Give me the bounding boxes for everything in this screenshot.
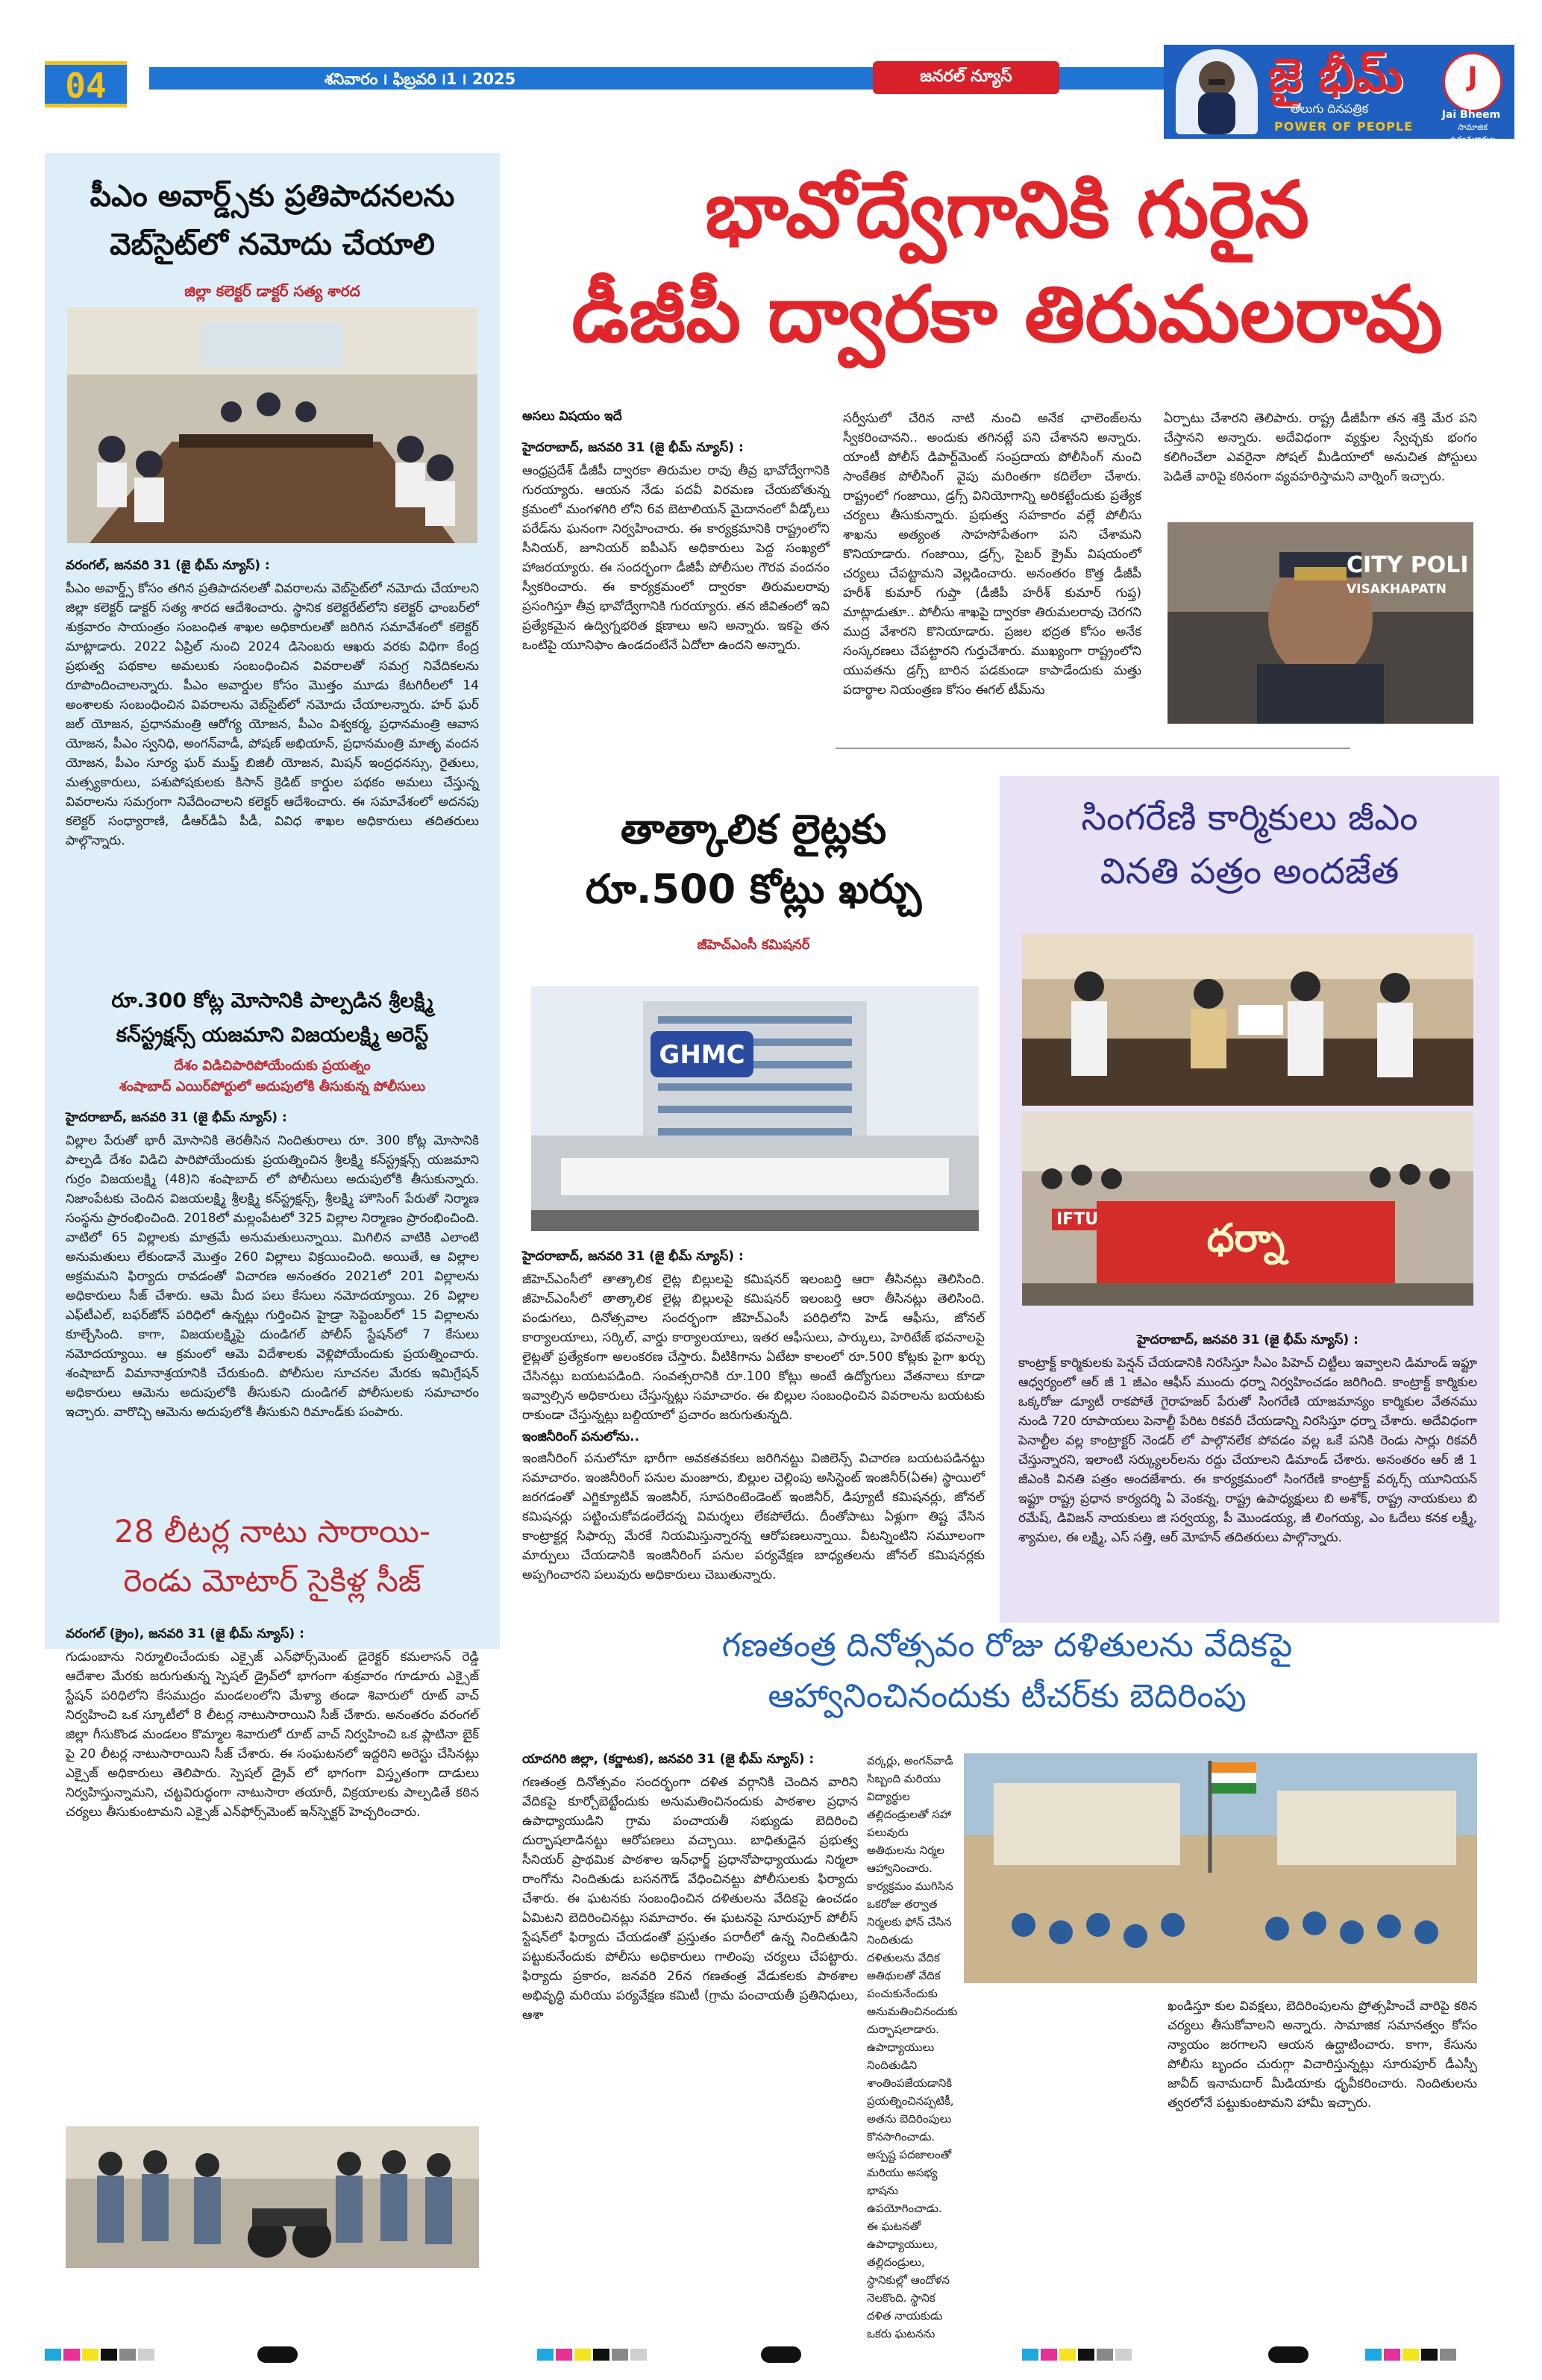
logo-text: Jai Bheem	[1441, 109, 1501, 121]
villa-fraud-body: విల్లాల పేరుతో భారీ మోసానికి తెరతీసిన నిందితురాలు రూ. 300 కోట్ల మోసానికి పాల్పడి దేశం విడిచి పారిపోయేందుకు ప్రయత్నించిన శ్రీలక్ష్మి కన్‌స్ట్రక్షన్స్ యజమాని గుర్రం విజయలక్ష్మి (48)ని శంషాబాద్ లో పోలీసులు అదుపులోకి తీసుకున్నారు. నిజాంపేటకు చెందిన విజయలక్ష్మి శ్రీలక్ష్మి కన్‌స్ట్రక్షన్స్, శ్రీలక్ష్మి హౌసింగ్ పేరుతో నిర్మాణ సంస్థను ప్రారంభించింది. 2018లో మల్లంపేటలో 325 విల్లాల నిర్మాణం ప్రారంభించింది. వాటిలో 65 విల్లాలకు మాత్రమే అనుమతులున్నాయి. మిగిలిన వాటికి ఎలాంటి అనుమతులు లేకుండానే మొత్తం 260 విల్లాలు విక్రయించింది. అయితే, ఆ విల్లాల అక్రమమని ఫిర్యాదు రావడంతో విచారణ అనంతరం 2021లో 201 విల్లాలను అధికారులు సీజ్ చేశారు. ఆమె మీద పలు కేసులు నమోదయ్యాయి. 26 విల్లాల ఎఫ్‌టీఎల్, బఫర్‌జోన్ పరిధిలో ఉన్నట్లు గుర్తించిన హైడ్రా సెప్టెంబర్‌లో 15 విల్లాలను కూల్చేసింది. కాగా, విజయలక్ష్మిపై దుండిగల్ పోలీస్ స్టేషన్‌లో 7 కేసులు నమోదయ్యాయి. ఆ క్రమంలో ఆమె విదేశాలకు వెళ్లిపోయేందుకు ప్రయత్నించారు. శంషాబాద్ విమానాశ్రయానికి చేరుకుంది. పోలీసుల సూచనల మేరకు ఇమిగ్రేషన్ అధికారులు ఆమెను అదుపులోకి తీసుకుని దుండిగల్ పోలీసులకు సమాచారం ఇచ్చారు. వారొచ్చి ఆమెను అదుపులోకి తీసుకుని రిమాండ్‌కు పంపారు.	[66, 1133, 479, 1420]
pm-awards-body: పీఎం అవార్డ్స్ కోసం తగిన ప్రతిపాదనలతో వివరాలను వెబ్‌సైట్‌లో నమోదు చేయాలని జిల్లా కలెక్టర్ డాక్టర్ సత్య శారద ఆదేశించారు. స్థానిక కలెక్టరేట్‌లోని కలెక్టర్ ఛాంబర్‌లో శుక్రవారం సాయంత్రం సంబంధిత శాఖల అధికారులతో జరిగిన సమావేశంలో కలెక్టర్ మాట్లాడారు. 2022 ఏప్రిల్ నుంచి 2024 డిసెంబరు ఆఖరు వరకు విధిగా కేంద్ర ప్రభుత్వ పథకాల అమలుకు సంబంధించిన వివరాలతో సమగ్ర నివేదికలను రూపొందించాలన్నారు. పీఎం అవార్డుల కోసం మొత్తం మూడు కేటగిరీలలో 14 అంశాలకు సంబంధించిన వివరాలను వెబ్‌సైట్‌లో నమోదు చేయాలన్నారు. హర్ ఘర్ జల్ యోజన, ప్రధానమంత్రి ఆరోగ్య యోజన, పీఎం విశ్వకర్మ, ప్రధానమంత్రి ఆవాస యోజన, పీఎం స్వనిధి, అంగన్‌వాడీ, పోషణ్ అభియాన్, ప్రధానమంత్రి మాతృ వందన యోజన, పీఎం సూర్య ఘర్ ముఫ్త్ బిజిలీ యోజన, మిషన్ ఇంద్రధనస్సు, రైతులు, మత్స్యకారులు, పశుపోషకులకు కిసాన్ క్రెడిట్ కార్డుల పథకం అమలు చేస్తున్న వివరాలను సమగ్రంగా నివేదించాలని కలెక్టర్ ఆదేశించారు. ఈ సమావేశంలో అదనపు కలెక్టర్ సంధ్యారాణి, డీఆర్‌డీఏ పీడీ, వివిధ శాఖల అధికారులు తదితరులు పాల్గొన్నారు.	[66, 581, 479, 848]
pm-awards-dateline: వరంగల్, జనవరి 31 (జై భీమ్ న్యూస్) :	[66, 558, 270, 573]
masthead	[1164, 45, 1514, 144]
teacher-body-1: గణతంత్ర దినోత్సవం సందర్భంగా దళిత వర్గానికి చెందిన వారిని వేదికపై కూర్చోబెట్టేందుకు అనుమతించినందుకు పాఠశాల ప్రధాన ఉపాధ్యాయుడిని గ్రామ పంచాయతీ సభ్యుడు బెదిరించి దుర్భాషలాడినట్టు ఆరోపణలు వచ్చాయి. బాధితుడైన ప్రభుత్వ సీనియర్ ప్రాథమిక పాఠశాల ఇన్‌ఛార్జ్ ప్రధానోపాధ్యాయుడు నిర్మలా రాంగోను నిందితుడు బసనగౌడ్ వేధించినట్టు పోలీసులకు ఫిర్యాదు చేశారు. ఈ ఘటనకు సంబంధించిన దళితులను వేదికపై ఉంచడం ఏమిటని బెదిరించినట్లు సమాచారం. ఈ ఘటనపై సూరుపూర్ పోలీస్ స్టేషన్‌లో ఫిర్యాదు చేయడంతో ప్రస్తుతం పరారీలో ఉన్న నిందితుడిని పట్టుకునేందుకు పోలీసు అధికారులు గాలింపు చర్యలు చేపట్టారు. ఫిర్యాదు ప్రకారం, జనవరి 26న గణతంత్ర వేడుకలకు పాఠశాల అభివృద్ధి మరియు పర్యవేక్షణ కమిటీ (గ్రామ పంచాయతీ ప్రతినిధులు, ఆశా	[522, 1775, 858, 2023]
teacher-col3	[1168, 1997, 1477, 2265]
ghmc-headline-1: తాత్కాలిక లైట్లకు	[620, 806, 887, 853]
ghmc-kicker: ఇంజినీరింగ్ పనులోను..	[522, 1429, 639, 1444]
dgp-photo-sign-1: CITY POLI	[1347, 552, 1469, 578]
memorandum-photo	[1022, 934, 1473, 1106]
main-story-body-3: ఏర్పాటు చేశారని తెలిపారు. రాష్ట్ర డీజీపీగా తన శక్తి మేర పని చేస్తానని అన్నారు. అదేవిధంగా వ్యక్తుల స్వేచ్ఛకు భంగం కలిగించేలా ఎవరైనా సోషల్ మీడియాలో అనుచిత పోస్టులు పెడితే వారిపై కఠినంగా వ్యవహరిస్తామని వార్నింగ్ ఇచ్చారు.	[1164, 411, 1477, 484]
ghmc-badge-text: GHMC	[659, 1040, 745, 1070]
arrack-body: గుడుంబాను నిర్మూలించేందుకు ఎక్సైజ్ ఎన్‌ఫోర్స్‌మెంట్ డైరెక్టర్ కమలాసన్ రెడ్డి ఆదేశాల మేరకు జరుగుతున్న స్పెషల్ డ్రైవ్‌లో భాగంగా శుక్రవారం గూడూరు ఎక్సైజ్ స్టేషన్ పరిధిలోని కేసముద్రం మండలంలోని మేళ్యా తండా శివారులో రూట్ వాచ్ నిర్వహించి ఒక స్కూటీలో 8 లీటర్ల నాటుసారాయిని సీజ్ చేశారు. అనంతరం వరంగల్ జిల్లా గీసుకొండ మండలం కొమ్మాల శివారులో రూట్ వాచ్ నిర్వహించి ఒక ప్లాటినా బైక్ పై 20 లీటర్ల నాటుసారాయిని సీజ్ చేశారు. ఈ సంఘటనలో ఇద్దరిని అరెస్టు చేసినట్లు ఎక్సైజ్ అధికారులు తెలిపారు. స్పెషల్ డ్రైవ్ లో భాగంగా విస్తృతంగా దాడులు నిర్వహిస్తున్నామని, చట్టవిరుద్ధంగా నాటుసారా తయారీ, విక్రయాలకు పాల్పడితే కఠిన చర్యలు తీసుకుంటామని ఎక్సైజ్ ఎన్‌ఫోర్స్‌మెంట్ ఇన్‌స్పెక్టర్ హెచ్చరించారు.	[66, 1650, 479, 1820]
arrack-headline-2: రెండు మోటార్ సైకిళ్ల సీజ్	[123, 1562, 421, 1599]
pm-awards-headline-1: పీఎం అవార్డ్స్‌కు ప్రతిపాదనలను	[90, 179, 455, 213]
registration-marks-4	[1365, 2349, 1507, 2361]
masthead-sub: తెలుగు దినపత్రిక	[1291, 101, 1369, 116]
registration-pill-2	[761, 2346, 801, 2363]
page-header	[45, 61, 1164, 106]
main-story-col3	[1164, 409, 1477, 521]
registration-pill-3	[1268, 2346, 1308, 2363]
masthead-tagline: POWER OF PEOPLE	[1274, 119, 1414, 134]
pm-awards-headline-2: వెబ్‌సైట్‌లో నమోదు చేయాలి	[110, 228, 435, 262]
main-story-col2	[843, 409, 1141, 722]
collector-meeting-photo	[67, 307, 477, 543]
teacher-body-3: ఖండిస్తూ కుల వివక్షలు, బెదిరింపులను ప్రోత్సహించే వారిపై కఠిన చర్యలు తీసుకోవాలని అన్నారు. సామాజిక సమానత్వం కోసం న్యాయం జరగాలని ఆయన ఉద్ఘాటించారు. కాగా, కేసును పోలీసు బృందం చురుగ్గా విచారిస్తున్నట్లు సూరుపూర్ డీఎస్పీ జావీద్ ఇనామదార్ మీడియాకు ధృవీకరించారు. నిందితులను త్వరలోనే పట్టుకుంటామని హామీ ఇచ్చారు.	[1168, 1999, 1477, 2111]
logo-badge	[1443, 52, 1502, 112]
teacher-headline-2: ఆహ్వానించినందుకు టీచర్‌కు బెదిరింపు	[768, 1677, 1247, 1715]
villa-fraud-dateline: హైదరాబాద్, జనవరి 31 (జై భీమ్ న్యూస్) :	[66, 1110, 287, 1125]
teacher-dateline: యాదగిరి జిల్లా, (కర్ణాటక), జనవరి 31 (జై భీమ్ న్యూస్) :	[522, 1752, 815, 1767]
main-story-dateline: హైదరాబాద్, జనవరి 31 (జై భీమ్ న్యూస్) :	[522, 440, 744, 455]
dharna-photo	[1022, 1112, 1473, 1306]
teacher-col2	[867, 1752, 958, 2340]
main-story-divider	[836, 748, 1350, 749]
ghmc-building-photo	[531, 986, 979, 1231]
logo-letter: J	[1467, 62, 1478, 93]
arrack-article	[66, 1626, 479, 2111]
dgp-photo-sign-2: VISAKHAPATN	[1347, 582, 1447, 597]
school-assembly-photo	[964, 1753, 1477, 1983]
registration-pill-1	[257, 2346, 298, 2363]
date-line: శనివారం ౹ ఫిబ్రవరి ౹1 ౹ 2025	[325, 70, 516, 88]
ambedkar-portrait	[1176, 49, 1258, 134]
main-story-col1	[522, 409, 830, 722]
ghmc-headline-2: రూ.500 కోట్లు ఖర్చు	[585, 865, 922, 912]
arrack-headline-1: 28 లీటర్ల నాటు సారాయి-	[113, 1513, 431, 1550]
villa-fraud-headline-2: కన్‌స్ట్రక్షన్స్ యజమాని విజయలక్ష్మి అరెస్ట్	[116, 1024, 429, 1047]
teacher-body-2a: వర్కర్లు, అంగన్‌వాడీ సిబ్బంది మరియు విద్యార్థుల తల్లిదండ్రులతో సహా పలువురు అతిథులను నిర్మల ఆహ్వానించారు. కార్యక్రమం ముగిసిన ఒకరోజు తర్వాత నిర్మలకు ఫోన్ చేసిన నిందితుడు దళితులను వేదిక అతిథులతో వేదిక పంచుకునేందుకు అనుమతించినందుకు దుర్భాషలాడారు. ఉపాధ్యాయులు నిందితుడిని శాంతింపజేయడానికి ప్రయత్నించినప్పటికీ, అతను బెదిరింపులు కొనసాగించాడు. అస్పష్ట పదజాలంతో మరియు అసభ్య భాషను ఉపయోగించాడు. ఈ ఘటనతో ఉపాధ్యాయులు, తల్లిదండ్రులు, స్థానికుల్లో ఆందోళన నెలకొంది. స్థానిక దళిత నాయకుడు ఒకరు ఘటనను	[867, 1754, 958, 2340]
main-headline-2: డీజీపీ ద్వారకా తిరుమలరావు	[571, 269, 1443, 360]
main-story-body-1: ఆంధ్రప్రదేశ్ డీజీపీ ద్వారకా తిరుమల రావు తీవ్ర భావోద్వేగానికి గురయ్యారు. ఆయన నేడు పదవీ విరమణ చేయబోతున్న క్రమంలో మంగళగిరి లోని 6వ బెటాలియన్ మైదానంలో వీడ్కోలు పరేడ్‌ను ఘనంగా నిర్వహించారు. ఈ కార్యక్రమానికి రాష్ట్రంలోని సీనియర్, జూనియర్ ఐపీఎస్ అధికారులు పెద్ద సంఖ్యలో హాజరయ్యారు. ఈ సందర్భంగా డీజీపీ పోలీసుల గౌరవ వందనం స్వీకరించారు. ఈ కార్యక్రమంలో ద్వారకా తిరుమలరావు ప్రసంగిస్తూ తీవ్ర భావోద్వేగానికి గురయ్యారు. తన జీవితంలో ఇవి ప్రత్యేకమైన ఉద్విగ్నభరిత క్షణాలు అని అన్నారు. ఇకపై తన ఒంటిపై యూనిఫాం ఉండదంటేనే ఏదోలా ఉందని అన్నారు.	[522, 463, 830, 653]
singareni-dateline: హైదరాబాద్, జనవరి 31 (జై భీమ్ న్యూస్) :	[1137, 1333, 1358, 1347]
dharna-banner-text: ధర్నా	[1206, 1216, 1285, 1261]
singareni-headline-1: సింగరేణి కార్మికులు జీఎం	[1081, 797, 1418, 839]
page-number: 04	[65, 66, 107, 106]
teacher-headline-1: గణతంత్ర దినోత్సవం రోజు దళితులను వేదికపై	[721, 1626, 1293, 1665]
main-headline-1: భావోద్వేగానికి గురైన	[705, 164, 1309, 255]
dgp-photo	[1168, 522, 1473, 724]
teacher-col1	[522, 1752, 858, 2267]
arrack-dateline: వరంగల్ (క్రైం), జనవరి 31 (జై భీమ్ న్యూస్) :	[66, 1626, 304, 1641]
singareni-article	[1018, 1333, 1477, 1616]
masthead-title: జై భీమ్	[1268, 48, 1403, 102]
registration-marks-2	[537, 2349, 686, 2361]
pm-awards-article	[66, 558, 479, 979]
section-label: జనరల్ న్యూస్	[920, 67, 1012, 86]
ghmc-body-2: ఇంజినీరింగ్ పనులోనూ భారీగా అవకతవకలు జరిగినట్టు విజిలెన్స్ విచారణ బయటపడినట్టు సమాచారం. ఇంజినీరింగ్ పనుల మంజూరు, బిల్లుల చెల్లింపు అసిస్టెంట్ ఇంజినీర్(ఏఈ) స్థాయిలో జరగడంతో ఎగ్జిక్యూటివ్ ఇంజినీర్, సూపరింటెండెంట్ ఇంజినీర్, డిప్యూటీ కమిషనర్లు, జోనల్ కమిషనర్లు పట్టించుకోవడంలేదన్న విమర్శలు లేకపోలేదు. దీంతోపాటు ఏళ్లుగా తిష్ట వేసిన కాంట్రాక్టర్ల సిఫార్సు మేరకే నియమిస్తున్నారన్న ఆరోపణలున్నాయి. వీటన్నింటిని సమూలంగా మార్పులు చేయడానికి ఇంజినీరింగ్ పనుల పర్యవేక్షణ బాధ్యతలను జోనల్ కమిషనర్లకు అప్పగించారని పలువురు అధికారులు చెబుతున్నారు.	[522, 1451, 985, 1582]
villa-fraud-article	[66, 1110, 479, 1492]
ghmc-subhead: జీహెచ్ఎంసీ కమిషనర్	[697, 937, 810, 953]
ghmc-body-1: జీహెచ్ఎంసీలో తాత్కాలిక లైట్ల బిల్లులపై కమిషనర్ ఇలంబర్తి ఆరా తీసినట్లు తెలిసింది. జీహెచ్ఎంసీలో తాత్కాలిక లైట్ల బిల్లులపై కమిషనర్ ఇలంబర్తి ఆరా తీసినట్లు తెలిసింది. పండుగలు, దినోత్సవాల సందర్భంగా జీహెచ్ఎంసీ పరిధిలోని హెడ్ ఆఫీసు, జోనల్ కార్యాలయాలు, సర్కిల్, వార్డు కార్యాలయాలు, ఇతర ఆఫీసులు, పార్కులు, హెరిటేజ్ భవనాలపై లైట్లతో ప్రత్యేకంగా అలంకరణ చేస్తారు. వీటికిగాను ఏటేటా కాలంలో రూ.500 కోట్లకు పైగా ఖర్చు చేసినట్లు బయటపడింది. సంవత్సరానికి రూ.100 కోట్లు అంటే ఉద్యోగులు వేతనాలు కూడా ఇవ్వాల్సిన అధికారులు చేస్తున్నట్లు సమాచారం. ఈ బిల్లుల సంబంధించిన వివరాలను బయటకు రాకుండా చేస్తున్నట్లు బల్దియాలో ప్రచారం జరుగుతున్నది.	[522, 1272, 985, 1423]
villa-fraud-headline-1: రూ.300 కోట్ల మోసానికి పాల్పడిన శ్రీలక్ష్మి	[111, 989, 433, 1012]
registration-marks-3	[1022, 2349, 1171, 2361]
singareni-headline-2: వినతి పత్రం అందజేత	[1100, 851, 1400, 892]
iftu-flag-text: IFTU	[1052, 1209, 1103, 1230]
main-story-body-2: సర్వీసులో చేరిన నాటి నుంచి అనేక ఛాలెంజ్‌లను స్వీకరించానని.. అందుకు తగినట్లే పని చేశానని అన్నారు. యాంటీ పోలీస్ డిపార్ట్‌మెంట్ సంప్రదాయ పోలీసింగ్ నుంచి సాంకేతిక పోలీసింగ్ వైపు మరింతగా కదిలేలా చేశారు. రాష్ట్రంలో గంజాయి, డ్రగ్స్ వినియోగాన్ని అరికట్టేందుకు ప్రత్యేక చర్యలు తీసుకున్నారు. ప్రభుత్వ సహకారం వల్లే పోలీసు శాఖను అత్యంత సాహసోపేతంగా పని చేశామని కొనియాడారు. గంజాయి, డ్రగ్స్, సైబర్ క్రైమ్ విషయంలో చర్యలు చేపట్టామని వెల్లడించారు. అనంతరం కొత్త డీజీపీ హరీశ్ కుమార్ గుప్తా (డీజీపీ హరీశ్ కుమార్ గుప్త) మాట్లాడుతూ.. పోలీసు శాఖపై ద్వారకా తిరుమలరావు చెరగని ముద్ర వేశారని కొనియాడారు. ప్రజల భద్రత కోసం అనేక సంస్కరణలు చేపట్టారని గుర్తుచేశారు. ముఖ్యంగా రాష్ట్రంలోని యువతను డ్రగ్స్ బారిన పడకుండా కాపాడేందుకు మత్తు పదార్థాల నియంత్రణ కోసం ఈగల్ టీమ్‌ను	[843, 411, 1141, 698]
logo-caption: సామాజిక ఉద్యమకారుల	[1449, 122, 1496, 144]
villa-fraud-subhead-2: శంషాబాద్ ఎయిర్‌పోర్టులో అదుపులోకి తీసుకున్న పోలీసులు	[119, 1079, 426, 1095]
pm-awards-subhead: జిల్లా కలెక్టర్ డాక్టర్ సత్య శారద	[184, 282, 360, 300]
singareni-body: కాంట్రాక్ట్ కార్మికులకు పెన్షన్ చేయడానికి నిరసిస్తూ సీఎం పిహెచ్ చిట్టీలు ఇవ్వాలని డిమాండ్ ఇఫ్టూ ఆధ్వర్యంలో ఆర్ జీ 1 జీఎం ఆఫీస్ ముందు ధర్నా నిర్వహించడం జరిగింది. కాంట్రాక్ట్ కార్మికుల ఒక్కరోజు డ్యూటీ రాకపోతే గైరాహజర్ పేరుతో సింగరేణి యాజమాన్యం కార్మికుల వేతనము నుండి 720 రూపాయలు పెనాల్టీ పేరిట రికవరీ చేయడాన్ని నిరసిస్తూ ధర్నా చేశారు. అదేవిధంగా పెనాల్టీల వల్ల కాంట్రాక్టర్ నెండర్ లో పాల్గొనలేక పోవడం వల్ల ఒకే పనికి రెండు సార్లు రికవరీ చేస్తున్నారని, ఇలాంటి సర్క్యులర్‌లను రద్దు చేయాలని డిమాండ్ చేశారు. అనంతరం ఆర్ జీ 1 జీఎంకి వినతి పత్రం అందజేశారు. ఈ కార్యక్రమంలో సింగరేణి కాంట్రాక్ట్ వర్కర్స్ యూనియన్ ఇఫ్టూ రాష్ట్ర ప్రధాన కార్యదర్శి ఏ వెంకన్న, రాష్ట్ర ఉపాధ్యక్షులు బి అశోక్, రాష్ట్ర నాయకులు బి రమేష్, డివిజన్ నాయకులు జి సర్వయ్య, పీ మొండయ్య, జీ లింగయ్య, ఎం ఓదేలు కనక లక్ష్మీ, శ్యామల, ఈ లక్ష్మి, ఎస్ సత్తి, ఆర్ మోహన్ తదితరులు పాల్గొన్నారు.	[1018, 1356, 1477, 1545]
villa-fraud-subhead-1: దేశం విడిచిపారిపోయేందుకు ప్రయత్నం	[174, 1058, 371, 1074]
excise-seizure-photo	[66, 2126, 479, 2268]
ghmc-dateline: హైదరాబాద్, జనవరి 31 (జై భీమ్ న్యూస్) :	[522, 1249, 744, 1264]
main-story-kicker: అసలు విషయం ఇదే	[522, 409, 622, 424]
registration-marks-1	[45, 2349, 194, 2361]
